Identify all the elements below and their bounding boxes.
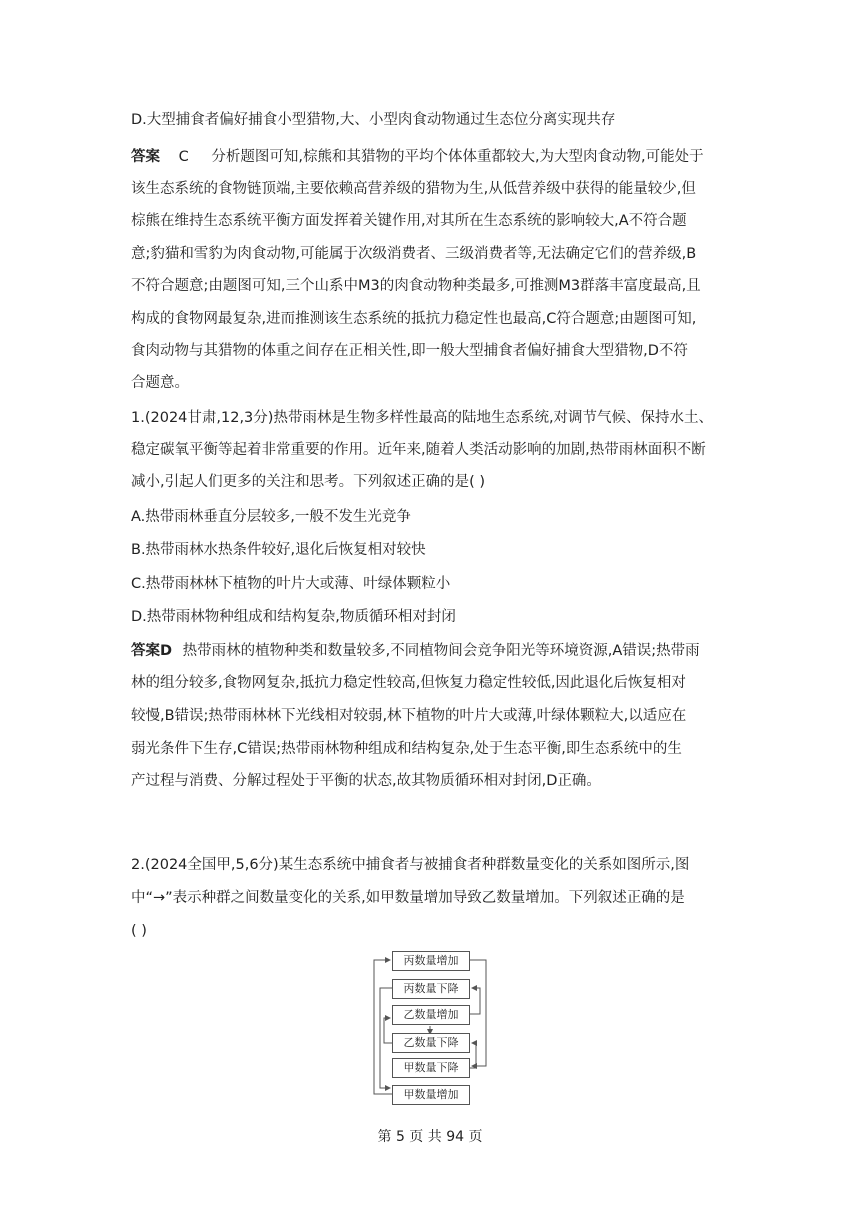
answer-label: 答案 (131, 149, 160, 165)
answer-text: 热带雨林的植物种类和数量较多,不同植物间会竞争阳光等环境资源,A错误;热带雨 (182, 643, 700, 659)
answer-2-line-5: 产过程与消费、分解过程处于平衡的状态,故其物质循环相对封闭,D正确。 (131, 773, 601, 789)
answer-choice: C (178, 149, 189, 165)
answer-line-7: 食肉动物与其猎物的体重之间存在正相关性,即一般大型捕食者偏好捕食大型猎物,D不符 (131, 343, 688, 359)
answer-line-3: 棕熊在维持生态系统平衡方面发挥着关键作用,对其所在生态系统的影响较大,A不符合题 (131, 213, 687, 229)
option-c: C.热带雨林林下植物的叶片大或薄、叶绿体颗粒小 (131, 576, 451, 592)
answer-2-line-3: 较慢,B错误;热带雨林林下光线相对较弱,林下植物的叶片大或薄,叶绿体颗粒大,以适应在 (131, 708, 687, 724)
box-jia-increase: 甲数量增加 (392, 1085, 470, 1105)
box-bing-decrease: 丙数量下降 (392, 979, 470, 999)
answer-line-2: 该生态系统的食物链顶端,主要依赖高营养级的猎物为生,从低营养级中获得的能量较少,但 (131, 181, 696, 197)
question-1-line-3: 减小,引起人们更多的关注和思考。下列叙述正确的是( ) (131, 474, 486, 490)
box-bing-increase: 丙数量增加 (392, 951, 470, 971)
question-1-line-2: 稳定碳氧平衡等起着非常重要的作用。近年来,随着人类活动影响的加剧,热带雨林面积不断 (131, 442, 706, 458)
population-diagram (360, 948, 500, 1108)
box-yi-increase: 乙数量增加 (392, 1005, 470, 1025)
question-2-line-1: 2.(2024全国甲,5,6分)某生态系统中捕食者与被捕食者种群数量变化的关系如图所示,图 (131, 857, 690, 873)
diagram-arrows (360, 948, 500, 1108)
line-1: D.大型捕食者偏好捕食小型猎物,大、小型肉食动物通过生态位分离实现共存 (131, 112, 616, 128)
question-2-line-3: ( ) (131, 923, 147, 939)
box-yi-decrease: 乙数量下降 (392, 1033, 470, 1053)
answer-line-1 (131, 147, 704, 167)
answer-text: 分析题图可知,棕熊和其猎物的平均个体体重都较大,为大型肉食动物,可能处于 (211, 149, 704, 165)
answer-label: 答案D (131, 643, 173, 659)
question-2-line-2: 中“→”表示种群之间数量变化的关系,如甲数量增加导致乙数量增加。下列叙述正确的是 (131, 890, 685, 906)
option-a: A.热带雨林垂直分层较多,一般不发生光竞争 (131, 509, 411, 525)
answer-2-line-2: 林的组分较多,食物网复杂,抵抗力稳定性较高,但恢复力稳定性较低,因此退化后恢复相对 (131, 675, 686, 691)
page-footer: 第 5 页 共 94 页 (377, 1129, 483, 1145)
answer-line-6: 构成的食物网最复杂,进而推测该生态系统的抵抗力稳定性也最高,C符合题意;由题图可知, (131, 311, 697, 327)
answer-line-5: 不符合题意;由题图可知,三个山系中M3的肉食动物种类最多,可推测M3群落丰富度最高,且 (131, 278, 701, 294)
answer-line-8: 合题意。 (131, 375, 189, 391)
option-b: B.热带雨林水热条件较好,退化后恢复相对较快 (131, 542, 426, 558)
answer-2-line-1 (131, 641, 700, 661)
answer-line-4: 意;豹猫和雪豹为肉食动物,可能属于次级消费者、三级消费者等,无法确定它们的营养级,B (131, 246, 697, 262)
option-d: D.热带雨林物种组成和结构复杂,物质循环相对封闭 (131, 609, 456, 625)
question-1-line-1: 1.(2024甘肃,12,3分)热带雨林是生物多样性最高的陆地生态系统,对调节气候、保持水土、 (131, 410, 714, 426)
answer-2-line-4: 弱光条件下生存,C错误;热带雨林物种组成和结构复杂,处于生态平衡,即生态系统中的生 (131, 741, 682, 757)
box-jia-decrease: 甲数量下降 (392, 1058, 470, 1078)
